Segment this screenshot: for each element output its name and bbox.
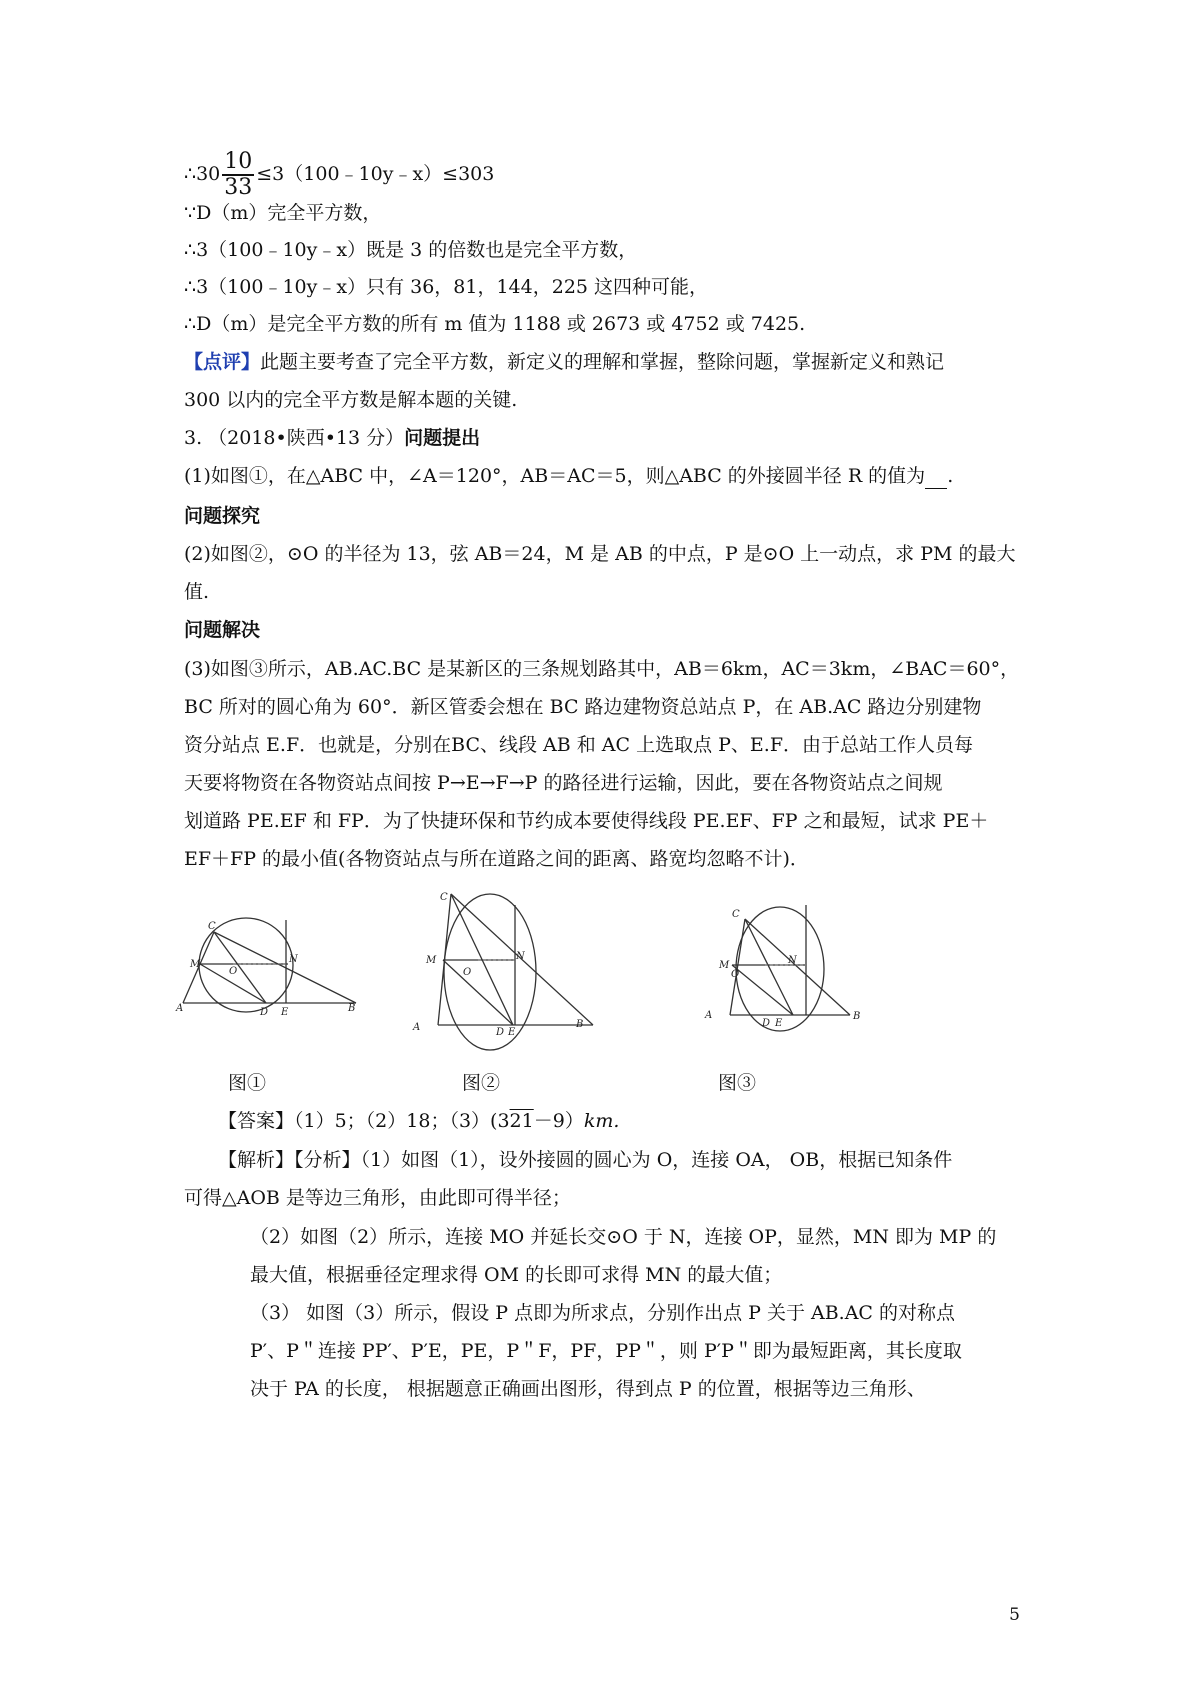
label-c: C	[440, 892, 448, 903]
page-number: 5	[1009, 1605, 1020, 1625]
text-line: 值.	[184, 581, 210, 603]
label-e: E	[508, 1027, 516, 1038]
text-prefix: ∴30	[184, 163, 221, 185]
label-c: C	[732, 909, 740, 920]
label-o: O	[731, 969, 740, 980]
section-heading: 问题探究	[184, 505, 261, 527]
text-line: ∵D（m）完全平方数，	[184, 202, 382, 224]
text-line: 天要将物资在各物资站点间按 P→E→F→P 的路径进行运输，因此，要在各物资站点之间规	[184, 772, 943, 794]
text-line: BC 所对的圆心角为 60°．新区管委会想在 BC 路边建物资总站点 P，在 AB.AC 路边分别建物	[184, 696, 982, 718]
section-heading: 问题提出	[404, 427, 481, 449]
comment-line	[184, 349, 944, 375]
label-d: D	[762, 1018, 771, 1029]
label-c: C	[208, 921, 216, 932]
text-line: ∴D（m）是完全平方数的所有 m 值为 1188 或 2673 或 4752 或 7425.	[184, 313, 806, 335]
analysis-line: （2）如图（2）所示，连接 MO 并延长交⊙O 于 N，连接 OP，显然，MN 即为 MP 的	[250, 1226, 997, 1248]
label-n: N	[788, 955, 797, 966]
fraction-denominator: 33	[224, 175, 253, 200]
text-line: 划道路 PE.EF 和 FP．为了快捷环保和节约成本要使得线段 PE.EF、FP 之和最短，试求 PE＋	[184, 810, 989, 832]
label-b: B	[576, 1019, 584, 1030]
answer-line	[218, 1108, 619, 1134]
analysis-line: 可得△AOB 是等边三角形，由此即可得半径；	[184, 1187, 571, 1209]
text-suffix: ≤3（100﹣10y﹣x）≤303	[256, 163, 495, 185]
figure-2-caption: 图②	[462, 1072, 501, 1094]
text-line: EF＋FP 的最小值(各物资站点与所在道路之间的距离、路宽均忽略不计)．	[184, 848, 809, 870]
label-a: A	[413, 1022, 421, 1033]
question-part-1	[184, 463, 953, 489]
section-heading: 问题解决	[184, 619, 261, 641]
text-line: 300 以内的完全平方数是解本题的关键.	[184, 389, 518, 411]
answer-unit: km.	[583, 1110, 620, 1132]
text-line: ∴3（100﹣10y﹣x）只有 36，81，144，225 这四种可能，	[184, 276, 709, 298]
text-line: ∴3（100﹣10y﹣x）既是 3 的倍数也是完全平方数，	[184, 239, 638, 261]
sqrt-radicand: 21	[509, 1110, 534, 1132]
label-b: B	[853, 1011, 861, 1022]
analysis-line: （3） 如图（3）所示，假设 P 点即为所求点，分别作出点 P 关于 AB.AC 的对称点	[250, 1302, 956, 1324]
label-e: E	[775, 1018, 783, 1029]
label-m: M	[426, 955, 437, 966]
label-e: E	[281, 1007, 289, 1018]
label-n: N	[289, 954, 298, 965]
question-text: (1)如图①，在△ABC 中，∠A＝120°，AB＝AC＝5，则△ABC 的外接圆半径 R 的值为	[184, 465, 926, 487]
analysis-line: 决于 PA 的长度， 根据题意正确画出图形，得到点 P 的位置，根据等边三角形、	[250, 1378, 926, 1400]
figure-3-diagram	[705, 895, 945, 1045]
label-a: A	[705, 1010, 713, 1021]
label-d: D	[496, 1027, 505, 1038]
label-a: A	[176, 1003, 184, 1014]
answer-text-2: －9）	[533, 1110, 584, 1132]
question-number: 3. （2018•陕西•13 分）	[184, 427, 405, 449]
text-line: (3)如图③所示，AB.AC.BC 是某新区的三条规划路其中，AB＝6km，AC＝3km，∠BAC＝60°，	[184, 658, 1020, 680]
label-n: N	[516, 951, 525, 962]
label-o: O	[229, 966, 238, 977]
analysis-line: 【解析】【分析】（1）如图（1），设外接圆的圆心为 O，连接 OA， OB，根据已知条件	[218, 1149, 953, 1171]
analysis-line: 最大值，根据垂径定理求得 OM 的长即可求得 MN 的最大值；	[250, 1264, 783, 1286]
label-m: M	[190, 959, 201, 970]
answer-blank	[925, 470, 947, 489]
figure-1-caption: 图①	[228, 1072, 267, 1094]
label-d: D	[260, 1007, 269, 1018]
text-line: 资分站点 E.F．也就是，分别在BC、线段 AB 和 AC 上选取点 P、E.F．由于总站工作人员每	[184, 734, 974, 756]
answer-text: 【答案】（1）5；（2）18；（3）(3	[218, 1110, 510, 1132]
period: .	[947, 465, 954, 487]
fraction-numerator: 10	[224, 149, 253, 174]
figure-2-diagram	[413, 890, 643, 1060]
text-line: (2)如图②，⊙O 的半径为 13，弦 AB＝24，M 是 AB 的中点，P 是⊙O 上一动点，求 PM 的最大	[184, 543, 1016, 565]
comment-text: 此题主要考查了完全平方数，新定义的理解和掌握，整除问题，掌握新定义和熟记	[260, 351, 945, 373]
label-o: O	[463, 967, 472, 978]
question-header	[184, 425, 480, 451]
label-b: B	[348, 1003, 356, 1014]
inequality-line	[184, 150, 494, 200]
fraction	[222, 150, 254, 200]
comment-tag: 【点评】	[184, 351, 261, 373]
label-m: M	[719, 960, 730, 971]
figure-3-caption: 图③	[718, 1072, 757, 1094]
figure-1-diagram	[178, 915, 388, 1035]
analysis-line: P′、P＂连接 PP′、P′E，PE，P＂F，PF，PP＂，则 P′P＂即为最短距离，其长度取	[250, 1340, 962, 1362]
